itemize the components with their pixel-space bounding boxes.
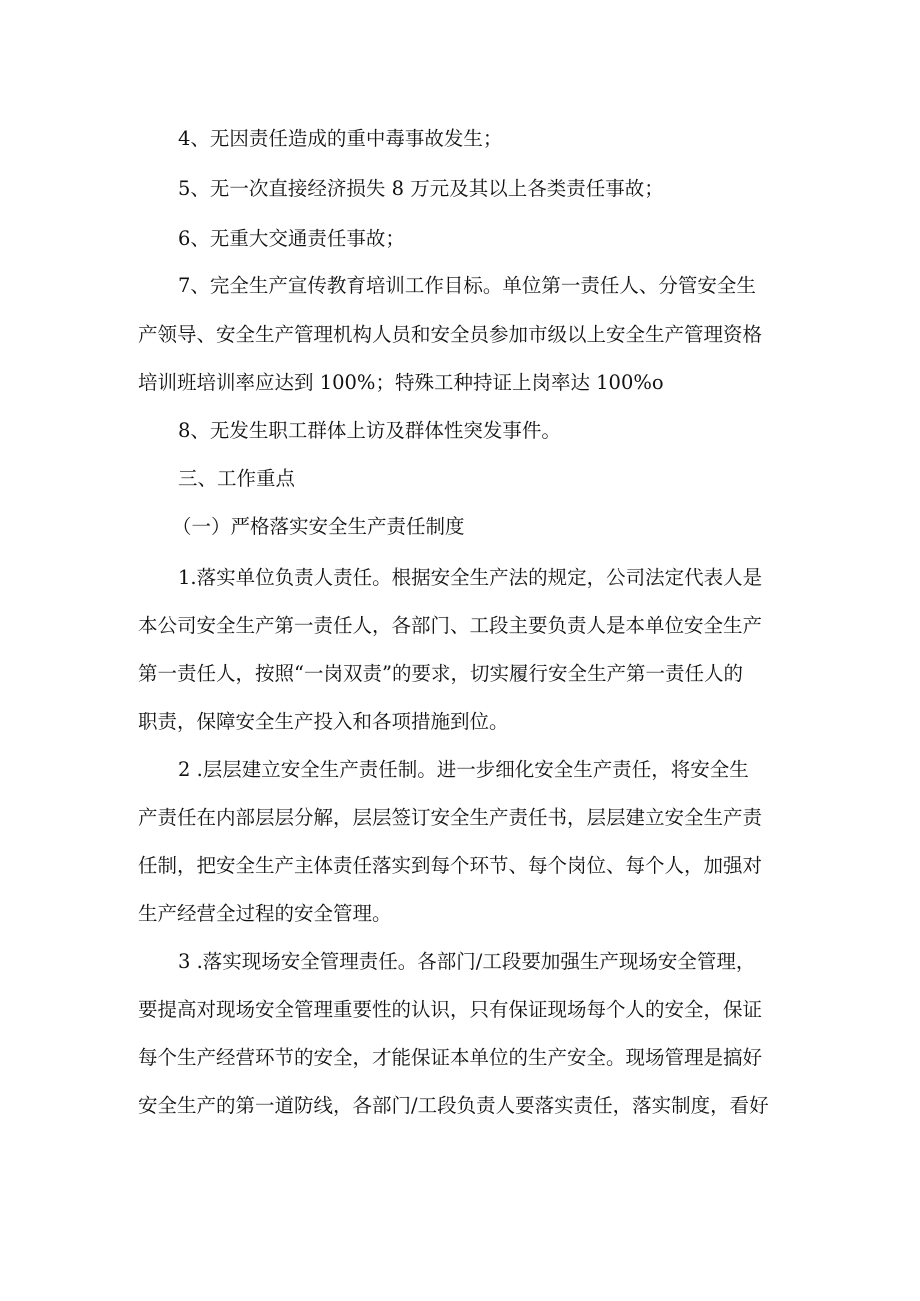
list-item-7-line-2: 产领导、安全生产管理机构人员和安全员参加市级以上安全生产管理资格: [138, 323, 763, 346]
paragraph-1-line-2: 本公司安全生产第一责任人，各部门、工段主要负责人是本单位安全生产: [138, 614, 763, 637]
paragraph-2-line-2: 产责任在内部层层分解，层层签订安全生产责任书，层层建立安全生产责: [138, 806, 763, 829]
paragraph-3-line-4: 安全生产的第一道防线，各部门/工段负责人要落实责任，落实制度，看好: [138, 1094, 769, 1117]
list-item-6: 6、无重大交通责任事故；: [178, 227, 405, 250]
list-item-4: 4、无因责任造成的重中毒事故发生；: [178, 127, 503, 150]
list-item-7-line-3: 培训班培训率应达到 100%；特殊工种持证上岗率达 100%o: [138, 371, 664, 394]
paragraph-2-line-1: 2 .层层建立安全生产责任制。进一步细化安全生产责任，将安全生: [178, 758, 749, 781]
paragraph-2-line-4: 生产经营全过程的安全管理。: [138, 902, 392, 925]
list-item-8: 8、无发生职工群体上访及群体性突发事件。: [178, 419, 561, 442]
paragraph-1-line-1: 1.落实单位负责人责任。根据安全生产法的规定，公司法定代表人是: [178, 566, 763, 589]
paragraph-1-line-3: 第一责任人，按照“一岗双责”的要求，切实履行安全生产第一责任人的: [138, 662, 743, 685]
subsection-heading: （一）严格落实安全生产责任制度: [172, 515, 465, 538]
paragraph-1-line-4: 职责，保障安全生产投入和各项措施到位。: [138, 710, 509, 733]
paragraph-3-line-1: 3 .落实现场安全管理责任。各部门/工段要加强生产现场安全管理，: [178, 950, 756, 973]
paragraph-3-line-3: 每个生产经营环节的安全，才能保证本单位的生产安全。现场管理是搞好: [138, 1046, 763, 1069]
list-item-5: 5、无一次直接经济损失 8 万元及其以上各类责任事故；: [178, 177, 664, 200]
paragraph-3-line-2: 要提高对现场安全管理重要性的认识，只有保证现场每个人的安全，保证: [138, 998, 763, 1021]
list-item-7-line-1: 7、完全生产宣传教育培训工作目标。单位第一责任人、分管安全生: [178, 274, 756, 297]
section-heading: 三、工作重点: [178, 467, 296, 490]
paragraph-2-line-3: 任制，把安全生产主体责任落实到每个环节、每个岗位、每个人，加强对: [138, 854, 763, 877]
